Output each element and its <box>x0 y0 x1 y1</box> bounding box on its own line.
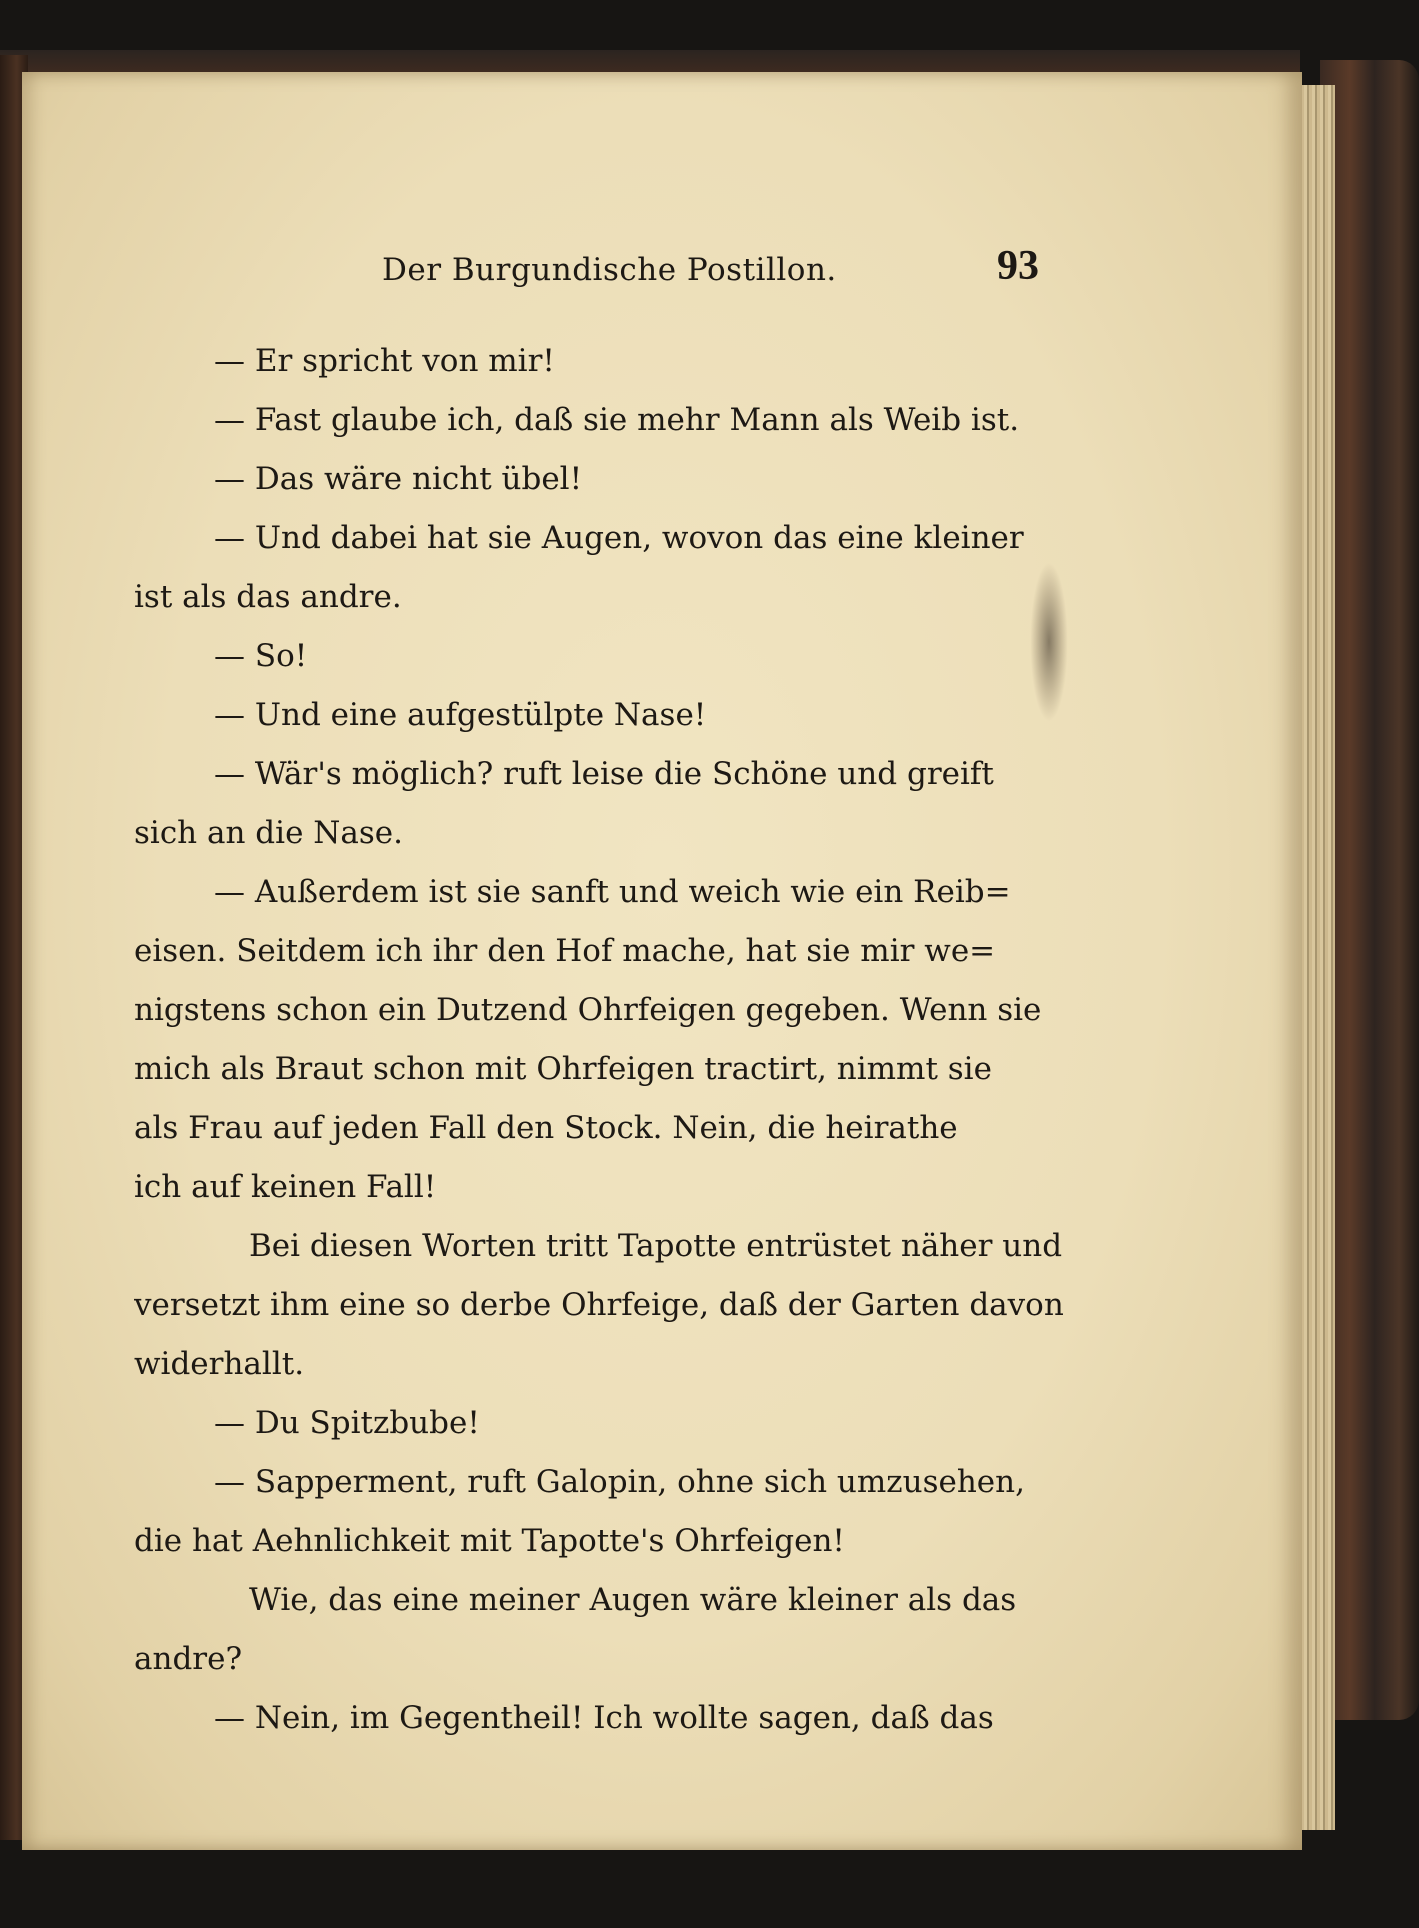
text-line: — Nein, im Gegentheil! Ich wollte sagen, daß das <box>214 1700 994 1736</box>
text-line: als Frau auf jeden Fall den Stock. Nein, die heirathe <box>134 1110 958 1146</box>
running-head <box>22 242 1302 302</box>
text-line: widerhallt. <box>134 1346 305 1382</box>
text-line: andre? <box>134 1641 243 1677</box>
text-line: ich auf keinen Fall! <box>134 1169 437 1205</box>
book-cover-top <box>0 50 1300 72</box>
text-line: — Er spricht von mir! <box>214 343 555 379</box>
text-line: mich als Braut schon mit Ohrfeigen tractirt, nimmt sie <box>134 1051 992 1087</box>
text-line: ist als das andre. <box>134 579 402 615</box>
text-line: eisen. Seitdem ich ihr den Hof mache, hat sie mir we= <box>134 933 996 969</box>
text-line: versetzt ihm eine so derbe Ohrfeige, daß der Garten davon <box>134 1287 1064 1323</box>
text-line: — Außerdem ist sie sanft und weich wie ein Reib= <box>214 874 1011 910</box>
running-title: Der Burgundische Postillon. <box>382 252 837 288</box>
text-line: die hat Aehnlichkeit mit Tapotte's Ohrfeigen! <box>134 1523 845 1559</box>
text-line: sich an die Nase. <box>134 815 403 851</box>
text-line: — Und eine aufgestülpte Nase! <box>214 697 707 733</box>
text-line: — Fast glaube ich, daß sie mehr Mann als Weib ist. <box>214 402 1020 438</box>
text-line: — Und dabei hat sie Augen, wovon das eine kleiner <box>214 520 1024 556</box>
text-line: — Das wäre nicht übel! <box>214 461 583 497</box>
book-page <box>22 72 1302 1850</box>
text-line: Wie, das eine meiner Augen wäre kleiner als das <box>249 1582 1017 1618</box>
text-line: Bei diesen Worten tritt Tapotte entrüstet näher und <box>249 1228 1063 1264</box>
book-cover-bottom <box>0 1840 1419 1928</box>
text-line: — Sapperment, ruft Galopin, ohne sich umzusehen, <box>214 1464 1025 1500</box>
text-line: — Du Spitzbube! <box>214 1405 480 1441</box>
body-text <box>134 332 1094 1748</box>
text-line: nigstens schon ein Dutzend Ohrfeigen gegeben. Wenn sie <box>134 992 1042 1028</box>
text-line: — Wär's möglich? ruft leise die Schöne und greift <box>214 756 994 792</box>
page-number: 93 <box>997 243 1039 289</box>
text-line: — So! <box>214 638 308 674</box>
